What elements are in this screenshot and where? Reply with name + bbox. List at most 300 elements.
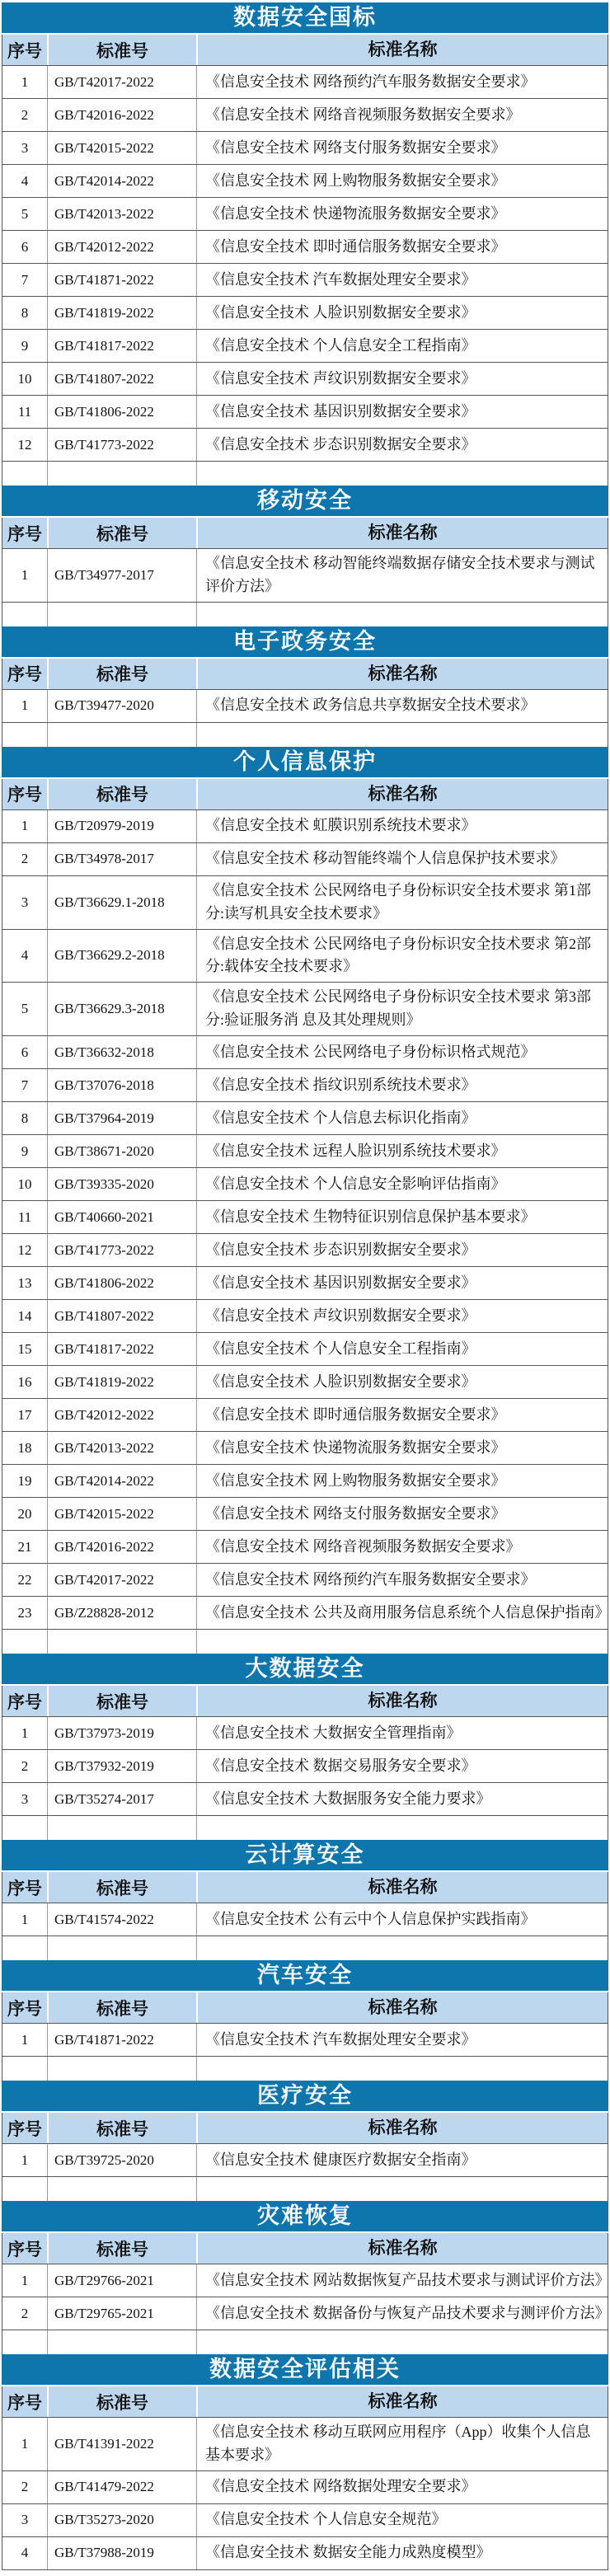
column-header-name: 标准名称 xyxy=(368,2238,438,2259)
column-header-serial: 序号 xyxy=(2,1992,49,2023)
cell-standard-name: 《信息安全技术 网络支付服务数据安全要求》 xyxy=(205,138,506,156)
cell-standard-name: 《信息安全技术 基因识别数据安全要求》 xyxy=(205,1274,476,1291)
table-row xyxy=(2,396,608,429)
cell-serial-number: 4 xyxy=(2,930,48,983)
table-row xyxy=(2,1102,608,1135)
table-row xyxy=(2,2024,608,2057)
cell-standard-name: 《信息安全技术 快递物流服务数据安全要求》 xyxy=(205,204,506,222)
spacer-cell xyxy=(2,1936,48,1960)
cell-standard-name: 《信息安全技术 网络预约汽车服务数据安全要求》 xyxy=(205,73,536,90)
section-title-bar: 云计算安全 xyxy=(2,1840,608,1870)
table-row xyxy=(2,1783,608,1816)
column-header-serial: 序号 xyxy=(2,2113,49,2143)
table-row xyxy=(2,2537,608,2570)
cell-standard-name: 《信息安全技术 网上购物服务数据安全要求》 xyxy=(205,171,506,189)
cell-standard-code: GB/T41807-2022 xyxy=(48,363,197,395)
spacer-row xyxy=(2,603,608,626)
table-row xyxy=(2,264,608,297)
cell-standard-name: 《信息安全技术 公共及商用服务信息系统个人信息保护指南》 xyxy=(205,1603,610,1621)
cell-standard-name: 《信息安全技术 人脸识别数据安全要求》 xyxy=(205,303,476,321)
cell-standard-name: 《信息安全技术 数据交易服务安全要求》 xyxy=(205,1757,476,1774)
cell-serial-number: 10 xyxy=(2,363,48,395)
cell-standard-name: 《信息安全技术 公有云中个人信息保护实践指南》 xyxy=(205,1910,536,1927)
cell-standard-code: GB/T37932-2019 xyxy=(48,1750,197,1782)
table-header-row xyxy=(2,2386,608,2418)
cell-standard-code: GB/T29765-2021 xyxy=(48,2297,197,2330)
cell-standard-name: 《信息安全技术 大数据安全管理指南》 xyxy=(205,1724,462,1741)
cell-standard-code: GB/T37964-2019 xyxy=(48,1102,197,1134)
column-header-serial: 序号 xyxy=(2,1872,49,1903)
standards-table xyxy=(2,1686,608,1840)
column-header-name: 标准名称 xyxy=(368,1691,438,1711)
table-row xyxy=(2,549,608,603)
cell-standard-name: 《信息安全技术 人脸识别数据安全要求》 xyxy=(205,1372,476,1390)
cell-standard-name: 《信息安全技术 移动互联网应用程序（App）收集个人信息基本要求》 xyxy=(205,2424,591,2464)
cell-standard-name: 《信息安全技术 网络预约汽车服务数据安全要求》 xyxy=(205,1570,536,1588)
cell-standard-code: GB/T35273-2020 xyxy=(48,2504,197,2536)
cell-standard-code: GB/T42015-2022 xyxy=(48,1498,197,1530)
cell-serial-number: 14 xyxy=(2,1300,48,1332)
cell-serial-number: 8 xyxy=(2,1102,48,1134)
table-row xyxy=(2,983,608,1036)
cell-standard-name: 《信息安全技术 声纹识别数据安全要求》 xyxy=(205,1307,476,1324)
cell-standard-code: GB/T42013-2022 xyxy=(48,198,197,230)
standards-table xyxy=(2,779,608,1654)
spacer-cell xyxy=(2,2057,48,2081)
spacer-cell xyxy=(197,603,608,626)
table-row xyxy=(2,165,608,198)
cell-standard-code: GB/T42015-2022 xyxy=(48,132,197,164)
table-row xyxy=(2,231,608,264)
cell-standard-code: GB/T41819-2022 xyxy=(48,297,197,329)
cell-standard-name: 《信息安全技术 汽车数据处理安全要求》 xyxy=(205,270,476,288)
cell-standard-name: 《信息安全技术 公民网络电子身份标识安全技术要求 第1部分:读写机具安全技术要求》 xyxy=(205,881,591,922)
spacer-cell xyxy=(197,1816,608,1840)
column-header-serial: 序号 xyxy=(2,518,49,548)
cell-serial-number: 4 xyxy=(2,2537,48,2569)
cell-standard-name: 《信息安全技术 公民网络电子身份标识安全技术要求 第3部分:验证服务消 息及其处理规则》 xyxy=(205,988,591,1029)
spacer-cell xyxy=(48,1816,197,1840)
spacer-row xyxy=(2,1936,608,1960)
cell-serial-number: 11 xyxy=(2,396,48,428)
cell-standard-code: GB/T41773-2022 xyxy=(48,429,197,461)
cell-standard-code: GB/T34977-2017 xyxy=(48,549,197,602)
cell-standard-code: GB/T34978-2017 xyxy=(48,843,197,875)
cell-standard-code: GB/T41817-2022 xyxy=(48,330,197,362)
table-row xyxy=(2,1069,608,1102)
spacer-cell xyxy=(48,2177,197,2201)
table-row xyxy=(2,2144,608,2177)
column-header-name: 标准名称 xyxy=(368,1997,438,2018)
table-header-row xyxy=(2,2233,608,2264)
column-header-serial: 序号 xyxy=(2,35,49,65)
cell-standard-name: 《信息安全技术 数据备份与恢复产品技术要求与测评价方法》 xyxy=(205,2304,610,2321)
cell-standard-code: GB/T39725-2020 xyxy=(48,2144,197,2176)
standards-table xyxy=(2,2113,608,2201)
table-header-row xyxy=(2,518,608,549)
cell-standard-name: 《信息安全技术 网站数据恢复产品技术要求与测试评价方法》 xyxy=(205,2271,610,2288)
cell-standard-code: GB/T41807-2022 xyxy=(48,1300,197,1332)
cell-serial-number: 2 xyxy=(2,2297,48,2330)
table-row xyxy=(2,1903,608,1936)
standards-section xyxy=(2,747,608,1654)
spacer-row xyxy=(2,2057,608,2081)
spacer-cell xyxy=(2,1816,48,1840)
spacer-cell xyxy=(48,723,197,747)
standards-section xyxy=(2,2081,608,2201)
cell-serial-number: 15 xyxy=(2,1333,48,1365)
section-title-bar: 电子政务安全 xyxy=(2,626,608,657)
standards-table xyxy=(2,1992,608,2081)
cell-standard-name: 《信息安全技术 网络支付服务数据安全要求》 xyxy=(205,1504,506,1522)
cell-standard-code: GB/T35274-2017 xyxy=(48,1783,197,1815)
cell-standard-code: GB/T40660-2021 xyxy=(48,1201,197,1233)
cell-standard-name: 《信息安全技术 数据安全能力成熟度模型》 xyxy=(205,2544,491,2561)
cell-standard-name: 《信息安全技术 网络音视频服务数据安全要求》 xyxy=(205,106,521,123)
cell-standard-code: GB/T41806-2022 xyxy=(48,1267,197,1299)
table-row xyxy=(2,810,608,843)
column-header-code: 标准号 xyxy=(49,518,198,548)
cell-standard-code: GB/T41817-2022 xyxy=(48,1333,197,1365)
cell-serial-number: 1 xyxy=(2,2024,48,2056)
table-row xyxy=(2,2264,608,2297)
cell-serial-number: 13 xyxy=(2,1267,48,1299)
standards-section xyxy=(2,486,608,626)
table-row xyxy=(2,1135,608,1168)
column-header-name: 标准名称 xyxy=(368,1877,438,1898)
section-title-bar: 数据安全评估相关 xyxy=(2,2354,608,2385)
cell-standard-name: 《信息安全技术 移动智能终端数据存储安全技术要求与测试评价方法》 xyxy=(205,555,595,594)
cell-serial-number: 22 xyxy=(2,1564,48,1596)
cell-standard-name: 《信息安全技术 个人信息安全工程指南》 xyxy=(205,336,476,354)
cell-standard-name: 《信息安全技术 网络数据处理安全要求》 xyxy=(205,2478,476,2495)
cell-standard-code: GB/T42014-2022 xyxy=(48,1465,197,1497)
cell-standard-code: GB/T37973-2019 xyxy=(48,1717,197,1749)
cell-standard-name: 《信息安全技术 健康医疗数据安全指南》 xyxy=(205,2151,476,2168)
column-header-serial: 序号 xyxy=(2,659,49,689)
cell-standard-code: GB/T36632-2018 xyxy=(48,1036,197,1068)
table-row xyxy=(2,876,608,930)
cell-standard-name: 《信息安全技术 移动智能终端个人信息保护技术要求》 xyxy=(205,850,565,867)
spacer-cell xyxy=(197,2057,608,2081)
spacer-cell xyxy=(197,2177,608,2201)
cell-serial-number: 3 xyxy=(2,132,48,164)
standards-section xyxy=(2,1960,608,2081)
cell-standard-name: 《信息安全技术 大数据服务安全能力要求》 xyxy=(205,1790,491,1807)
cell-standard-code: GB/T36629.3-2018 xyxy=(48,983,197,1035)
table-row xyxy=(2,1333,608,1366)
cell-serial-number: 1 xyxy=(2,810,48,842)
cell-standard-name: 《信息安全技术 虹膜识别系统技术要求》 xyxy=(205,817,476,834)
sections-container xyxy=(2,2,608,2570)
cell-standard-code: GB/T41806-2022 xyxy=(48,396,197,428)
cell-standard-code: GB/T39477-2020 xyxy=(48,690,197,722)
column-header-name: 标准名称 xyxy=(368,2118,438,2138)
cell-standard-name: 《信息安全技术 公民网络电子身份标识格式规范》 xyxy=(205,1043,536,1060)
cell-standard-name: 《信息安全技术 网络音视频服务数据安全要求》 xyxy=(205,1537,521,1555)
column-header-serial: 序号 xyxy=(2,2386,49,2417)
cell-serial-number: 9 xyxy=(2,330,48,362)
cell-standard-name: 《信息安全技术 指纹识别系统技术要求》 xyxy=(205,1076,476,1093)
column-header-name: 标准名称 xyxy=(368,2391,438,2412)
section-title-bar: 个人信息保护 xyxy=(2,747,608,777)
cell-serial-number: 3 xyxy=(2,876,48,929)
cell-standard-code: GB/T42016-2022 xyxy=(48,1531,197,1563)
cell-standard-code: GB/T42012-2022 xyxy=(48,1399,197,1431)
cell-standard-code: GB/T41871-2022 xyxy=(48,264,197,296)
table-row xyxy=(2,198,608,231)
table-row xyxy=(2,930,608,983)
column-header-code: 标准号 xyxy=(49,35,198,65)
cell-serial-number: 1 xyxy=(2,1717,48,1749)
table-row xyxy=(2,1432,608,1465)
cell-standard-name: 《信息安全技术 即时通信服务数据安全要求》 xyxy=(205,1405,506,1423)
spacer-cell xyxy=(2,2330,48,2354)
cell-standard-code: GB/T36629.1-2018 xyxy=(48,876,197,929)
cell-serial-number: 1 xyxy=(2,2144,48,2176)
standards-table xyxy=(2,2233,608,2354)
spacer-cell xyxy=(197,1630,608,1654)
table-row xyxy=(2,330,608,363)
spacer-cell xyxy=(48,462,197,486)
table-row xyxy=(2,66,608,99)
table-row xyxy=(2,297,608,330)
column-header-code: 标准号 xyxy=(49,659,198,689)
cell-standard-code: GB/T42012-2022 xyxy=(48,231,197,263)
table-row xyxy=(2,1201,608,1234)
spacer-cell xyxy=(48,2057,197,2081)
spacer-cell xyxy=(197,462,608,486)
cell-standard-name: 《信息安全技术 政务信息共享数据安全技术要求》 xyxy=(205,697,536,714)
section-title-bar: 医疗安全 xyxy=(2,2081,608,2111)
spacer-row xyxy=(2,462,608,486)
column-header-code: 标准号 xyxy=(49,779,198,809)
table-header-row xyxy=(2,659,608,690)
column-header-code: 标准号 xyxy=(49,1992,198,2023)
table-row xyxy=(2,1465,608,1498)
column-header-code: 标准号 xyxy=(49,1686,198,1716)
spacer-row xyxy=(2,723,608,747)
table-row xyxy=(2,843,608,876)
table-row xyxy=(2,2297,608,2330)
spacer-cell xyxy=(48,2330,197,2354)
standards-table xyxy=(2,35,608,486)
cell-serial-number: 21 xyxy=(2,1531,48,1563)
cell-serial-number: 6 xyxy=(2,1036,48,1068)
cell-serial-number: 12 xyxy=(2,1234,48,1266)
cell-standard-code: GB/T29766-2021 xyxy=(48,2264,197,2297)
cell-serial-number: 8 xyxy=(2,297,48,329)
cell-serial-number: 4 xyxy=(2,165,48,197)
section-title-bar: 大数据安全 xyxy=(2,1654,608,1684)
spacer-cell xyxy=(197,1936,608,1960)
spacer-cell xyxy=(48,1630,197,1654)
standards-section xyxy=(2,2201,608,2354)
column-header-name: 标准名称 xyxy=(368,664,438,684)
standards-table xyxy=(2,1872,608,1960)
column-header-code: 标准号 xyxy=(49,2386,198,2417)
table-header-row xyxy=(2,1872,608,1903)
table-row xyxy=(2,1597,608,1630)
spacer-row xyxy=(2,1630,608,1654)
standards-section xyxy=(2,626,608,747)
spacer-cell xyxy=(2,603,48,626)
cell-standard-code: GB/T41773-2022 xyxy=(48,1234,197,1266)
cell-standard-code: GB/T20979-2019 xyxy=(48,810,197,842)
table-row xyxy=(2,1399,608,1432)
cell-standard-code: GB/T41574-2022 xyxy=(48,1903,197,1936)
table-header-row xyxy=(2,779,608,810)
cell-standard-name: 《信息安全技术 步态识别数据安全要求》 xyxy=(205,1241,476,1258)
section-title-bar: 灾难恢复 xyxy=(2,2201,608,2231)
cell-standard-name: 《信息安全技术 公民网络电子身份标识安全技术要求 第2部分:载体安全技术要求》 xyxy=(205,935,591,975)
cell-serial-number: 20 xyxy=(2,1498,48,1530)
standards-section xyxy=(2,2354,608,2570)
cell-serial-number: 2 xyxy=(2,1750,48,1782)
cell-standard-name: 《信息安全技术 声纹识别数据安全要求》 xyxy=(205,369,476,387)
spacer-cell xyxy=(2,1630,48,1654)
cell-serial-number: 9 xyxy=(2,1135,48,1167)
cell-standard-code: GB/T41391-2022 xyxy=(48,2418,197,2470)
table-row xyxy=(2,1168,608,1201)
column-header-serial: 序号 xyxy=(2,779,49,809)
spacer-row xyxy=(2,1816,608,1840)
cell-serial-number: 16 xyxy=(2,1366,48,1398)
cell-standard-name: 《信息安全技术 步态识别数据安全要求》 xyxy=(205,435,476,453)
table-row xyxy=(2,99,608,132)
cell-standard-code: GB/T36629.2-2018 xyxy=(48,930,197,983)
cell-standard-code: GB/Z28828-2012 xyxy=(48,1597,197,1629)
column-header-code: 标准号 xyxy=(49,1872,198,1903)
spacer-row xyxy=(2,2330,608,2354)
cell-serial-number: 17 xyxy=(2,1399,48,1431)
cell-serial-number: 2 xyxy=(2,99,48,131)
cell-serial-number: 19 xyxy=(2,1465,48,1497)
standards-section xyxy=(2,1840,608,1960)
cell-serial-number: 18 xyxy=(2,1432,48,1464)
column-header-name: 标准名称 xyxy=(368,40,438,60)
table-row xyxy=(2,1300,608,1333)
column-header-serial: 序号 xyxy=(2,1686,49,1716)
spacer-row xyxy=(2,2177,608,2201)
standards-table xyxy=(2,2386,608,2570)
table-row xyxy=(2,2418,608,2471)
cell-serial-number: 5 xyxy=(2,983,48,1035)
cell-standard-name: 《信息安全技术 生物特征识别信息保护基本要求》 xyxy=(205,1208,536,1225)
column-header-name: 标准名称 xyxy=(368,523,438,543)
cell-serial-number: 1 xyxy=(2,66,48,98)
spacer-cell xyxy=(48,1936,197,1960)
standards-section xyxy=(2,1654,608,1840)
cell-standard-code: GB/T41871-2022 xyxy=(48,2024,197,2056)
cell-standard-name: 《信息安全技术 基因识别数据安全要求》 xyxy=(205,402,476,420)
cell-serial-number: 7 xyxy=(2,1069,48,1101)
cell-standard-code: GB/T41819-2022 xyxy=(48,1366,197,1398)
table-row xyxy=(2,429,608,462)
standards-section xyxy=(2,2,608,486)
cell-serial-number: 1 xyxy=(2,549,48,602)
table-header-row xyxy=(2,1992,608,2024)
cell-serial-number: 2 xyxy=(2,2471,48,2503)
cell-standard-name: 《信息安全技术 远程人脸识别系统技术要求》 xyxy=(205,1142,506,1159)
cell-standard-name: 《信息安全技术 个人信息安全工程指南》 xyxy=(205,1340,476,1357)
cell-serial-number: 6 xyxy=(2,231,48,263)
table-row xyxy=(2,2504,608,2537)
table-row xyxy=(2,690,608,723)
section-title-bar: 数据安全国标 xyxy=(2,2,608,33)
table-row xyxy=(2,132,608,165)
table-row xyxy=(2,1564,608,1597)
table-row xyxy=(2,1366,608,1399)
table-row xyxy=(2,1267,608,1300)
cell-serial-number: 7 xyxy=(2,264,48,296)
table-row xyxy=(2,2471,608,2504)
cell-standard-code: GB/T42017-2022 xyxy=(48,1564,197,1596)
cell-standard-code: GB/T42013-2022 xyxy=(48,1432,197,1464)
cell-standard-code: GB/T41479-2022 xyxy=(48,2471,197,2503)
table-row xyxy=(2,1717,608,1750)
cell-standard-name: 《信息安全技术 个人信息安全影响评估指南》 xyxy=(205,1175,506,1192)
cell-serial-number: 2 xyxy=(2,843,48,875)
cell-standard-name: 《信息安全技术 个人信息安全规范》 xyxy=(205,2511,447,2528)
cell-standard-code: GB/T42014-2022 xyxy=(48,165,197,197)
cell-standard-name: 《信息安全技术 即时通信服务数据安全要求》 xyxy=(205,237,506,255)
table-row xyxy=(2,1234,608,1267)
cell-serial-number: 5 xyxy=(2,198,48,230)
column-header-name: 标准名称 xyxy=(368,784,438,805)
cell-serial-number: 11 xyxy=(2,1201,48,1233)
cell-serial-number: 1 xyxy=(2,690,48,722)
column-header-serial: 序号 xyxy=(2,2233,49,2264)
cell-serial-number: 12 xyxy=(2,429,48,461)
cell-standard-code: GB/T37076-2018 xyxy=(48,1069,197,1101)
table-row xyxy=(2,363,608,396)
column-header-code: 标准号 xyxy=(49,2113,198,2143)
spacer-cell xyxy=(197,2330,608,2354)
cell-standard-name: 《信息安全技术 网上购物服务数据安全要求》 xyxy=(205,1471,506,1489)
table-row xyxy=(2,1750,608,1783)
cell-standard-code: GB/T42017-2022 xyxy=(48,66,197,98)
cell-standard-code: GB/T37988-2019 xyxy=(48,2537,197,2569)
table-row xyxy=(2,1531,608,1564)
cell-serial-number: 3 xyxy=(2,1783,48,1815)
spacer-cell xyxy=(2,462,48,486)
cell-standard-name: 《信息安全技术 快递物流服务数据安全要求》 xyxy=(205,1438,506,1456)
column-header-code: 标准号 xyxy=(49,2233,198,2264)
cell-standard-code: GB/T39335-2020 xyxy=(48,1168,197,1200)
table-header-row xyxy=(2,1686,608,1717)
spacer-cell xyxy=(48,603,197,626)
cell-serial-number: 3 xyxy=(2,2504,48,2536)
cell-standard-name: 《信息安全技术 个人信息去标识化指南》 xyxy=(205,1109,476,1126)
spacer-cell xyxy=(197,723,608,747)
cell-standard-name: 《信息安全技术 汽车数据处理安全要求》 xyxy=(205,2030,476,2048)
table-row xyxy=(2,1498,608,1531)
table-header-row xyxy=(2,2113,608,2144)
table-row xyxy=(2,1036,608,1069)
standards-table xyxy=(2,518,608,626)
cell-serial-number: 23 xyxy=(2,1597,48,1629)
cell-serial-number: 10 xyxy=(2,1168,48,1200)
cell-serial-number: 1 xyxy=(2,1903,48,1936)
table-header-row xyxy=(2,35,608,66)
section-title-bar: 汽车安全 xyxy=(2,1960,608,1991)
cell-serial-number: 1 xyxy=(2,2418,48,2470)
cell-standard-code: GB/T42016-2022 xyxy=(48,99,197,131)
spacer-cell xyxy=(2,2177,48,2201)
spacer-cell xyxy=(2,723,48,747)
cell-serial-number: 1 xyxy=(2,2264,48,2297)
